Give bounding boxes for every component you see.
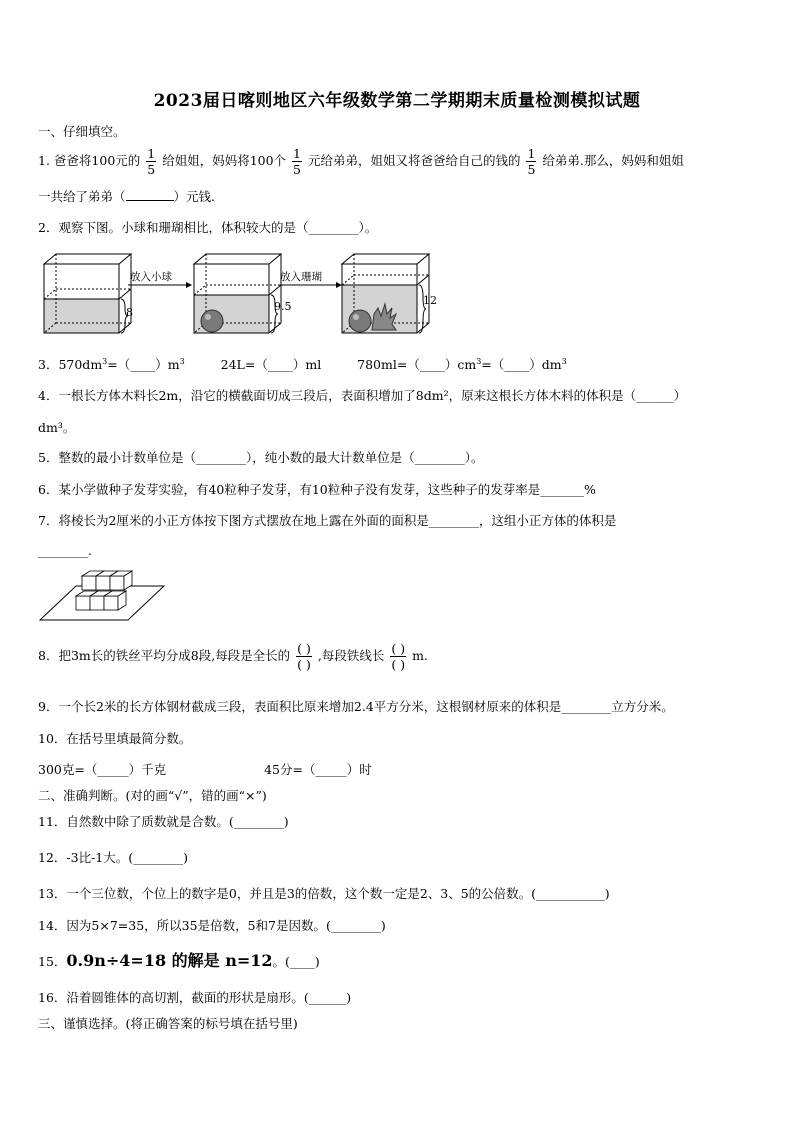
section-2-heading: 二、准确判断。(对的画“√”，错的画“×”): [38, 788, 267, 803]
superscript: 3: [476, 356, 482, 366]
container-with-ball: [194, 254, 292, 333]
height-label-8: 8: [126, 306, 133, 319]
q3-part-b: 24L=（____）ml: [220, 357, 322, 372]
q1-text-d: 给弟弟.那么，妈妈和姐姐: [542, 153, 684, 168]
page-title: 2023届日喀则地区六年级数学第二学期期末质量检测模拟试题: [153, 91, 641, 111]
fraction-one-fifth: $\frac{1}{5}$: [293, 146, 301, 177]
question-2: 2．观察下图。小球和珊瑚相比，体积较大的是（________）。: [38, 220, 378, 235]
question-1-line-1: [38, 146, 762, 177]
container-empty: [44, 254, 133, 333]
q1-text-b: 给姐姐，妈妈将100个: [162, 153, 287, 168]
height-label-12: 12: [423, 294, 437, 307]
q3-part-a2: =（____）m: [107, 357, 180, 372]
question-3: [38, 355, 762, 373]
question-15: [38, 948, 762, 971]
q1-text-a: 爸爸将100元的: [53, 153, 141, 168]
fraction-one-fifth: $\frac{1}{5}$: [147, 146, 156, 177]
question-10: 10．在括号里填最简分数。: [38, 731, 192, 746]
q15-equation: 0.9n÷4=18 的解是 n=12: [66, 951, 273, 970]
arrow-add-coral: [278, 270, 342, 288]
superscript: 3: [561, 356, 567, 366]
arrow-label-ball: 放入小球: [130, 271, 172, 283]
cubes-on-ground-figure: [38, 564, 168, 624]
question-4-line-2: dm³。: [38, 420, 76, 435]
q1-text-e: 一共给了弟弟（: [38, 189, 126, 204]
ball-icon: [349, 310, 371, 332]
question-4-line-1: 4．一根长方体木料长2m，沿它的横截面切成三段后，表面积增加了8dm²，原来这根长方体木料的体积是（______）: [38, 388, 687, 403]
q8-text-a: 8．把3m长的铁丝平均分成8段,每段是全长的: [38, 648, 291, 663]
question-11: 11．自然数中除了质数就是合数。(________): [38, 814, 289, 829]
answer-blank[interactable]: [126, 188, 174, 201]
question-6: 6．某小学做种子发芽实验，有40粒种子发芽，有10粒种子没有发芽，这些种子的发芽率是_______%: [38, 482, 596, 497]
q3-part-a: 570dm: [58, 357, 103, 372]
q1-text-f: ）元钱.: [173, 189, 215, 204]
fraction-one-fifth: $\frac{1}{5}$: [527, 146, 536, 177]
q10-part-a: 300克=（_____）千克: [38, 762, 167, 777]
question-12: 12．-3比-1大。(________): [38, 850, 189, 865]
superscript: 3: [102, 356, 108, 366]
q8-text-b: ,每段铁线长: [317, 648, 385, 663]
fraction-blank[interactable]: $\frac{( )}{( )}$: [391, 641, 406, 672]
container-volume-figure: [38, 250, 458, 342]
arrow-label-coral: 放入珊瑚: [280, 271, 322, 283]
question-13: 13．一个三位数，个位上的数字是0，并且是3的倍数，这个数一定是2、3、5的公倍数。(___________): [38, 886, 610, 901]
q3-part-c: 780ml=（____）cm: [357, 357, 477, 372]
height-label-9-5: 9.5: [274, 300, 292, 313]
q15-num: 15．: [38, 954, 67, 969]
q15-blank: 。(____): [272, 954, 320, 969]
question-7-line-2: ________.: [38, 543, 92, 558]
ball-icon: [201, 310, 223, 332]
q8-text-c: m.: [412, 648, 428, 663]
question-5: 5．整数的最小计数单位是（________），纯小数的最大计数单位是（________）。: [38, 450, 484, 465]
arrow-add-ball: [128, 270, 192, 288]
section-1-heading: 一、仔细填空。: [38, 124, 126, 139]
question-9: 9．一个长2米的长方体钢材截成三段，表面积比原来增加2.4平方分米，这根钢材原来的体积是________立方分米。: [38, 699, 674, 714]
section-3-heading: 三、谨慎选择。(将正确答案的标号填在括号里): [38, 1016, 298, 1031]
question-1-line-2: [38, 187, 762, 205]
q3-part-c2: =（____）dm: [481, 357, 562, 372]
superscript: 3: [179, 356, 185, 366]
q1-num: 1.: [38, 153, 50, 168]
q10-part-b: 45分=（_____）时: [264, 762, 372, 777]
question-16: 16．沿着圆锥体的高切割，截面的形状是扇形。(______): [38, 990, 352, 1005]
q3-num: 3．: [38, 357, 59, 372]
question-7-line-1: 7．将棱长为2厘米的小正方体按下图方式摆放在地上露在外面的面积是________，这组小正方体的体积是: [38, 513, 617, 528]
fraction-blank[interactable]: $\frac{( )}{( )}$: [297, 641, 311, 672]
question-8: [38, 641, 762, 672]
container-with-ball-and-coral: [342, 254, 437, 333]
question-14: 14．因为5×7=35，所以35是倍数，5和7是因数。(________): [38, 918, 386, 933]
question-10-answers: [38, 760, 762, 778]
q1-text-c: 元给弟弟，姐姐又将爸爸给自己的钱的: [307, 153, 521, 168]
